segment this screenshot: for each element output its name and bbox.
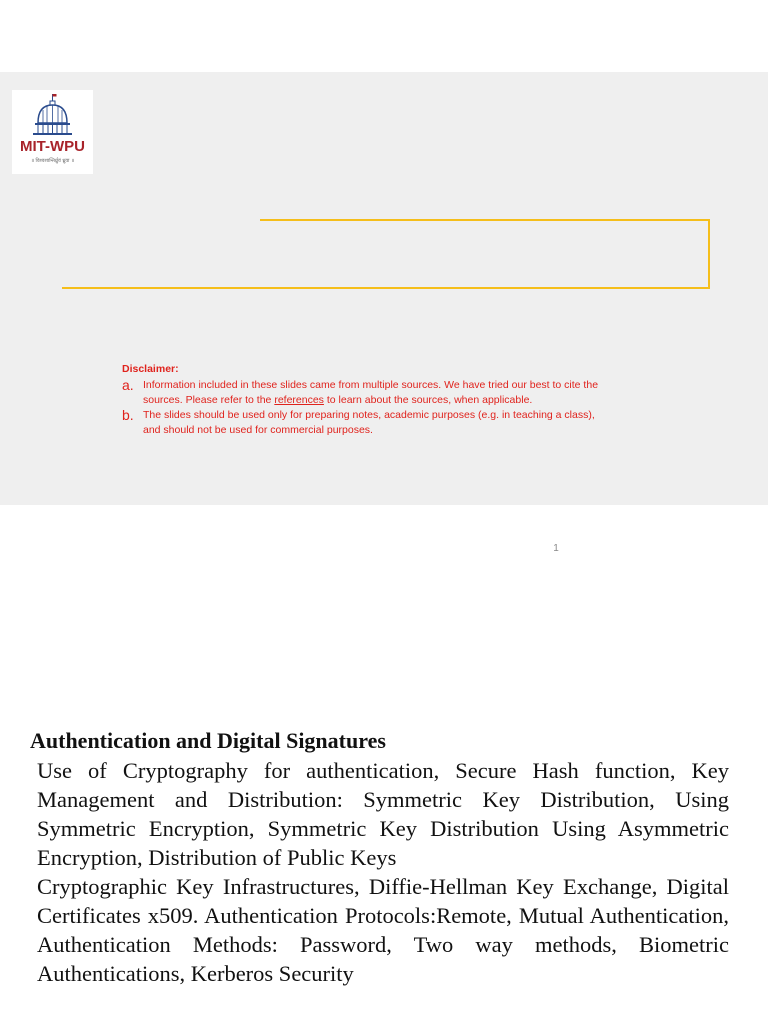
section-title: Authentication and Digital Signatures (30, 728, 386, 753)
logo-tagline: ॥ विश्वशान्तिर्ध्रुवं ध्रुवा ॥ (30, 158, 75, 164)
frame-right-line (708, 219, 710, 289)
body-paragraph: Use of Cryptography for authentication, Secure Hash function, Key Management and Distribution: Symmetric Key Distribution, Using Symmetric Encryption, Symmetric Key Distribution Using Asymmetric Encryption, Distribution of Public Keys (37, 758, 729, 870)
frame-top-line (260, 219, 710, 221)
disclaimer-item-marker: b. (122, 407, 134, 423)
logo-name: MIT-WPU (20, 138, 85, 155)
body-paragraph: Cryptographic Key Infrastructures, Diffie-Hellman Key Exchange, Digital Certificates x509. Authentication Protocols:Remote, Mutual Authentication, Authentication Methods: Password, Two way methods, Biometric Authentications, Kerberos Security (37, 874, 729, 986)
disclaimer-item (122, 408, 602, 438)
disclaimer-item-text: The slides should be used only for preparing notes, academic purposes (e.g. in teaching a class), and should not be used for commercial purposes. (143, 409, 595, 436)
disclaimer-block (122, 362, 602, 438)
disclaimer-title: Disclaimer: (122, 363, 179, 375)
university-logo (12, 90, 93, 174)
disclaimer-item-text (143, 378, 602, 408)
dome-icon (32, 93, 73, 137)
disclaimer-text-before: Information included in these slides came from multiple sources. We have tried our best to cite the sources. Please refer to the (143, 379, 599, 406)
disclaimer-item (122, 378, 602, 408)
syllabus-section (30, 727, 729, 988)
title-slide (0, 72, 768, 505)
section-body (30, 756, 729, 988)
page-number: 1 (553, 543, 559, 554)
disclaimer-item-marker: a. (122, 377, 134, 393)
references-link[interactable]: references (274, 394, 324, 406)
title-placeholder-frame (62, 219, 710, 289)
frame-bottom-line (62, 287, 710, 289)
disclaimer-text-after: to learn about the sources, when applicable. (323, 394, 533, 406)
